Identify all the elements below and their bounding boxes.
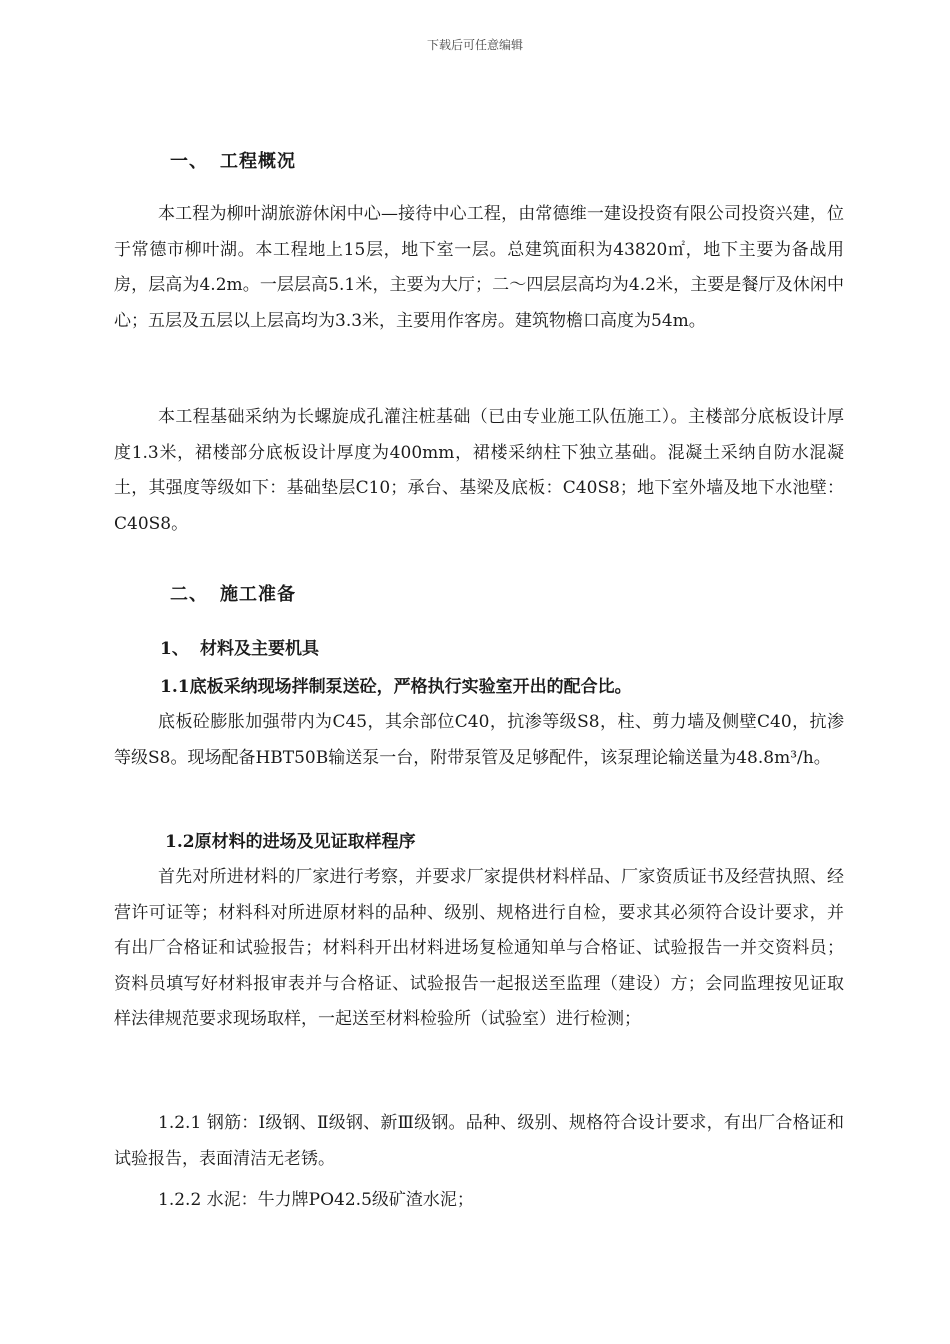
- subsection-1-1-heading: 1.1底板采纳现场拌制泵送砼，严格执行实验室开出的配合比。: [160, 677, 632, 697]
- paragraph-project-overview: 本工程为柳叶湖旅游休闲中心—接待中心工程，由常德维一建设投资有限公司投资兴建，位于常德市柳叶湖。本工程地上15层，地下室一层。总建筑面积为43820㎡，地下主要为备战用房，层高为4.2m。一层层高5.1米，主要为大厅；二～四层层高均为4.2米，主要是餐厅及休闲中心；五层及五层以上层高均为3.3米，主要用作客房。建筑物檐口高度为54m。: [114, 204, 844, 331]
- paragraph-material-sampling: 首先对所进材料的厂家进行考察，并要求厂家提供材料样品、厂家资质证书及经营执照、经营许可证等；材料科对所进原材料的品种、级别、规格进行自检，要求其必须符合设计要求，并有出厂合格证和试验报告；材料科开出材料进场复检通知单与合格证、试验报告一并交资料员；资料员填写好材料报审表并与合格证、试验报告一起报送至监理（建设）方；会同监理按见证取样法律规范要求现场取样，一起送至材料检验所（试验室）进行检测；: [114, 867, 844, 1029]
- section-2-number: 二、: [170, 584, 208, 605]
- subsection-1-heading: [160, 634, 319, 659]
- paragraph-foundation: 本工程基础采纳为长螺旋成孔灌注桩基础（已由专业施工队伍施工）。主楼部分底板设计厚度1.3米，裙楼部分底板设计厚度为400mm，裙楼采纳柱下独立基础。混凝土采纳自防水混凝土，其强度等级如下：基础垫层C10；承台、基梁及底板：C40S8；地下室外墙及地下水池壁：C40S8。: [114, 407, 844, 534]
- section-1-heading: [170, 147, 296, 173]
- subsection-1-2-heading: 1.2原材料的进场及见证取样程序: [165, 832, 416, 852]
- paragraph-concrete-grades: 底板砼膨胀加强带内为C45，其余部位C40，抗渗等级S8，柱、剪力墙及侧壁C40，抗渗等级S8。现场配备HBT50B输送泵一台，附带泵管及足够配件，该泵理论输送量为48.8m³/h。: [114, 712, 844, 768]
- section-1-number: 一、: [170, 151, 208, 172]
- item-1-2-2-cement: 1.2.2 水泥：牛力牌PO42.5级矿渣水泥；: [158, 1190, 474, 1210]
- item-1-2-1-rebar: 1.2.1 钢筋：Ⅰ级钢、Ⅱ级钢、新Ⅲ级钢。品种、级别、规格符合设计要求，有出厂合格证和试验报告，表面清洁无老锈。: [114, 1113, 844, 1169]
- subsection-1-number: 1、: [160, 639, 189, 659]
- section-2-title: 施工准备: [220, 584, 296, 605]
- page-header: 下载后可任意编辑: [426, 38, 523, 52]
- subsection-1-title: 材料及主要机具: [200, 639, 319, 659]
- section-2-heading: [170, 580, 296, 606]
- section-1-title: 工程概况: [220, 151, 296, 172]
